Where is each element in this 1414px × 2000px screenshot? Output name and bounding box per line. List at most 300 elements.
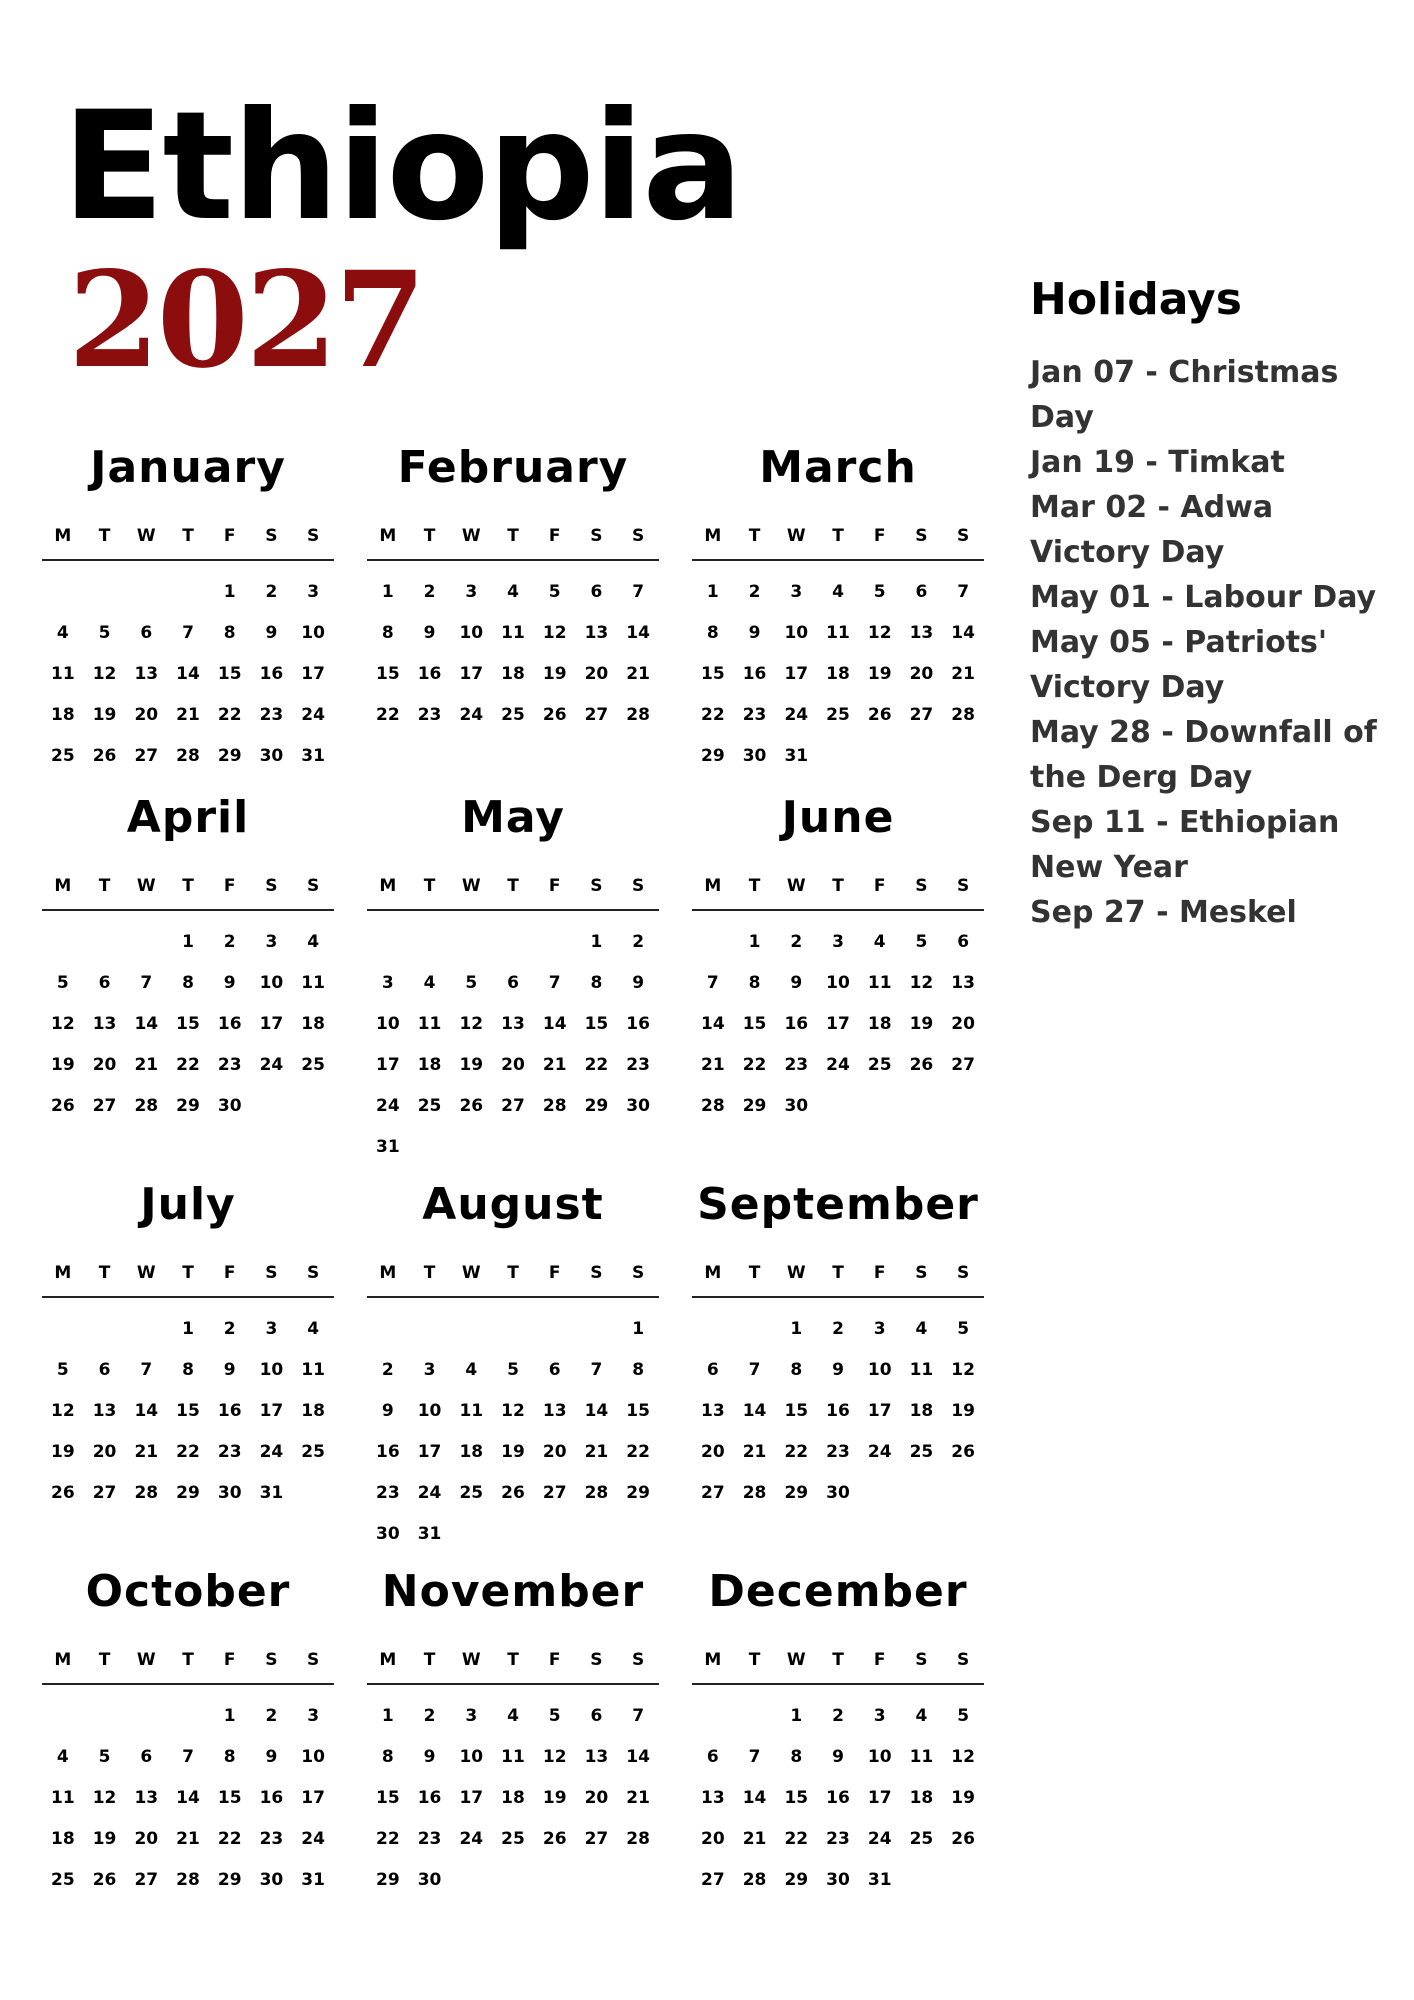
- day-cell: 2: [832, 1319, 844, 1339]
- weekday-label: F: [873, 1263, 886, 1283]
- day-grid: [367, 922, 659, 1168]
- empty-cell: [167, 572, 209, 613]
- weekday-label: S: [957, 1650, 970, 1670]
- weekday-label: T: [182, 1263, 194, 1283]
- day-cell: 17: [301, 664, 325, 684]
- empty-cell: [692, 1309, 734, 1350]
- header-divider: [367, 909, 659, 911]
- day-cell: 25: [301, 1055, 325, 1075]
- empty-cell: [125, 1696, 167, 1737]
- day-cell: 25: [501, 705, 525, 725]
- day-cell: 17: [376, 1055, 400, 1075]
- day-cell: 22: [701, 705, 725, 725]
- day-cell: 19: [501, 1442, 525, 1462]
- day-cell: 10: [301, 623, 325, 643]
- day-cell: 12: [542, 623, 567, 643]
- day-cell: 14: [134, 1014, 159, 1034]
- day-cell: 18: [867, 1014, 892, 1034]
- day-cell: 6: [507, 973, 519, 993]
- weekday-label: W: [461, 1263, 481, 1283]
- day-cell: 3: [873, 1706, 886, 1726]
- day-cell: 12: [92, 1788, 117, 1808]
- day-cell: 10: [826, 973, 850, 993]
- day-cell: 1: [182, 1319, 194, 1339]
- day-cell: 28: [134, 1483, 159, 1503]
- day-cell: 31: [301, 746, 325, 766]
- day-grid: [692, 1696, 984, 1901]
- weekday-label: F: [548, 526, 561, 546]
- day-cell: 8: [182, 973, 194, 993]
- day-grid: [367, 1696, 659, 1901]
- weekday-label: T: [832, 526, 844, 546]
- day-cell: 1: [632, 1319, 645, 1339]
- day-cell: 23: [626, 1055, 650, 1075]
- weekday-label: M: [54, 876, 72, 896]
- day-cell: 9: [832, 1747, 844, 1767]
- weekday-label: F: [873, 526, 886, 546]
- day-cell: 7: [590, 1360, 603, 1380]
- day-cell: 26: [92, 1870, 117, 1890]
- day-cell: 3: [873, 1319, 886, 1339]
- day-cell: 13: [584, 623, 609, 643]
- day-cell: 28: [701, 1096, 725, 1116]
- day-cell: 13: [92, 1014, 117, 1034]
- day-cell: 31: [259, 1483, 284, 1503]
- day-cell: 23: [259, 705, 284, 725]
- day-cell: 30: [259, 746, 284, 766]
- weekday-label: M: [54, 1650, 72, 1670]
- day-cell: 22: [626, 1442, 650, 1462]
- month-name: June: [781, 792, 895, 843]
- day-cell: 23: [417, 705, 442, 725]
- weekday-label: M: [379, 876, 397, 896]
- day-cell: 2: [265, 582, 278, 602]
- day-grid: [42, 1696, 334, 1901]
- day-cell: 16: [626, 1014, 650, 1034]
- weekday-header: [42, 1263, 334, 1283]
- weekday-label: S: [632, 1650, 645, 1670]
- empty-cell: [534, 922, 576, 963]
- day-cell: 16: [259, 1788, 284, 1808]
- day-cell: 5: [548, 582, 561, 602]
- weekday-label: T: [182, 876, 194, 896]
- day-cell: 6: [98, 1360, 111, 1380]
- day-cell: 30: [742, 746, 767, 766]
- day-cell: 2: [832, 1706, 844, 1726]
- day-cell: 27: [92, 1483, 117, 1503]
- day-cell: 26: [51, 1096, 75, 1116]
- day-cell: 6: [706, 1360, 719, 1380]
- day-cell: 26: [501, 1483, 525, 1503]
- day-cell: 19: [459, 1055, 484, 1075]
- month-name: April: [126, 792, 250, 843]
- day-cell: 12: [951, 1360, 975, 1380]
- day-cell: 20: [501, 1055, 525, 1075]
- day-cell: 5: [98, 1747, 111, 1767]
- weekday-label: W: [136, 526, 156, 546]
- weekday-label: S: [265, 1263, 278, 1283]
- weekday-label: M: [379, 1263, 397, 1283]
- day-cell: 31: [417, 1524, 442, 1544]
- day-cell: 6: [140, 623, 153, 643]
- day-cell: 5: [548, 1706, 561, 1726]
- day-cell: 5: [873, 582, 886, 602]
- day-grid: [367, 572, 659, 736]
- day-cell: 27: [134, 746, 159, 766]
- day-cell: 5: [56, 1360, 69, 1380]
- day-cell: 2: [423, 582, 436, 602]
- weekday-label: T: [507, 876, 519, 896]
- day-cell: 27: [542, 1483, 567, 1503]
- day-cell: 13: [542, 1401, 567, 1421]
- weekday-label: T: [98, 1263, 111, 1283]
- day-cell: 13: [501, 1014, 525, 1034]
- day-cell: 9: [423, 1747, 436, 1767]
- day-cell: 1: [590, 932, 603, 952]
- weekday-header: [367, 526, 659, 546]
- day-cell: 19: [92, 705, 117, 725]
- empty-cell: [84, 572, 126, 613]
- day-cell: 30: [376, 1524, 400, 1544]
- day-cell: 21: [742, 1442, 767, 1462]
- holidays-title: Holidays: [1030, 274, 1242, 325]
- day-cell: 8: [182, 1360, 194, 1380]
- day-cell: 23: [826, 1442, 850, 1462]
- day-cell: 3: [465, 1706, 478, 1726]
- weekday-label: T: [832, 876, 844, 896]
- day-cell: 22: [217, 705, 242, 725]
- day-cell: 18: [301, 1014, 325, 1034]
- weekday-label: T: [182, 526, 194, 546]
- header-divider: [367, 559, 659, 561]
- day-cell: 18: [51, 1829, 75, 1849]
- day-cell: 12: [459, 1014, 484, 1034]
- weekday-label: M: [379, 526, 397, 546]
- day-cell: 13: [909, 623, 934, 643]
- weekday-label: F: [873, 1650, 886, 1670]
- day-cell: 6: [915, 582, 928, 602]
- month-name: January: [90, 442, 286, 493]
- day-cell: 13: [951, 973, 975, 993]
- empty-cell: [42, 572, 84, 613]
- day-cell: 15: [784, 1788, 809, 1808]
- weekday-label: F: [548, 1650, 561, 1670]
- day-cell: 25: [417, 1096, 442, 1116]
- day-cell: 3: [307, 582, 320, 602]
- day-cell: 24: [784, 705, 809, 725]
- day-cell: 3: [790, 582, 803, 602]
- month-name: July: [140, 1179, 236, 1230]
- month-name: December: [708, 1566, 968, 1617]
- weekday-label: T: [832, 1650, 844, 1670]
- weekday-label: S: [307, 1263, 320, 1283]
- weekday-label: F: [223, 876, 236, 896]
- weekday-label: T: [748, 526, 761, 546]
- weekday-label: S: [915, 1650, 928, 1670]
- day-cell: 8: [790, 1747, 803, 1767]
- day-cell: 11: [826, 623, 850, 643]
- day-cell: 24: [867, 1829, 892, 1849]
- weekday-label: S: [590, 526, 603, 546]
- day-cell: 14: [542, 1014, 567, 1034]
- day-cell: 20: [134, 705, 159, 725]
- day-cell: 22: [176, 1055, 200, 1075]
- empty-cell: [84, 1696, 126, 1737]
- day-cell: 4: [915, 1706, 928, 1726]
- day-cell: 24: [867, 1442, 892, 1462]
- day-cell: 18: [909, 1401, 934, 1421]
- weekday-label: T: [98, 876, 111, 896]
- day-cell: 4: [56, 623, 69, 643]
- empty-cell: [42, 922, 84, 963]
- day-cell: 2: [223, 932, 236, 952]
- empty-cell: [125, 922, 167, 963]
- weekday-label: T: [423, 876, 436, 896]
- day-cell: 3: [381, 973, 394, 993]
- day-cell: 6: [590, 582, 603, 602]
- weekday-label: S: [590, 1650, 603, 1670]
- day-cell: 13: [134, 1788, 159, 1808]
- day-cell: 29: [176, 1483, 200, 1503]
- day-cell: 30: [626, 1096, 650, 1116]
- weekday-label: T: [748, 876, 761, 896]
- day-cell: 14: [176, 1788, 200, 1808]
- month-name: February: [397, 442, 629, 493]
- day-cell: 20: [701, 1442, 725, 1462]
- day-cell: 30: [784, 1096, 809, 1116]
- weekday-label: S: [265, 876, 278, 896]
- day-cell: 8: [790, 1360, 803, 1380]
- day-cell: 25: [909, 1829, 934, 1849]
- day-cell: 17: [459, 1788, 484, 1808]
- day-cell: 1: [223, 1706, 236, 1726]
- holiday-item: May 05 - Patriots' Victory Day: [1030, 625, 1328, 705]
- empty-cell: [409, 922, 451, 963]
- day-cell: 8: [223, 1747, 236, 1767]
- day-cell: 20: [909, 664, 934, 684]
- day-cell: 15: [701, 664, 725, 684]
- holiday-item: May 01 - Labour Day: [1030, 580, 1377, 615]
- day-cell: 13: [134, 664, 159, 684]
- day-cell: 18: [501, 1788, 525, 1808]
- holiday-item: Jan 07 - Christmas Day: [1030, 355, 1339, 435]
- header-divider: [692, 1683, 984, 1685]
- day-cell: 30: [826, 1483, 850, 1503]
- day-cell: 24: [459, 705, 484, 725]
- day-cell: 19: [542, 1788, 567, 1808]
- day-cell: 27: [909, 705, 934, 725]
- page-title: Ethiopia: [62, 80, 742, 254]
- empty-cell: [409, 1309, 451, 1350]
- weekday-label: W: [136, 1650, 156, 1670]
- day-cell: 24: [826, 1055, 850, 1075]
- day-cell: 4: [507, 582, 519, 602]
- day-cell: 4: [423, 973, 436, 993]
- day-cell: 14: [626, 623, 650, 643]
- weekday-label: T: [832, 1263, 844, 1283]
- day-cell: 6: [140, 1747, 153, 1767]
- day-cell: 18: [501, 664, 525, 684]
- weekday-label: M: [379, 1650, 397, 1670]
- day-cell: 10: [867, 1747, 892, 1767]
- header-divider: [367, 1683, 659, 1685]
- weekday-label: T: [423, 1650, 436, 1670]
- day-cell: 13: [584, 1747, 609, 1767]
- day-cell: 13: [92, 1401, 117, 1421]
- day-cell: 28: [742, 1870, 767, 1890]
- day-cell: 24: [459, 1829, 484, 1849]
- weekday-label: T: [423, 526, 436, 546]
- day-cell: 7: [748, 1360, 761, 1380]
- empty-cell: [167, 1696, 209, 1737]
- day-cell: 10: [376, 1014, 400, 1034]
- day-cell: 8: [632, 1360, 645, 1380]
- day-cell: 7: [140, 1360, 153, 1380]
- month-name: May: [461, 792, 565, 843]
- weekday-label: T: [748, 1650, 761, 1670]
- day-cell: 23: [417, 1829, 442, 1849]
- weekday-label: M: [704, 526, 722, 546]
- day-cell: 11: [909, 1747, 934, 1767]
- day-cell: 25: [909, 1442, 934, 1462]
- day-cell: 21: [626, 1788, 650, 1808]
- day-cell: 10: [459, 623, 484, 643]
- day-cell: 5: [915, 932, 928, 952]
- day-cell: 6: [957, 932, 970, 952]
- day-cell: 1: [381, 582, 394, 602]
- day-cell: 10: [459, 1747, 484, 1767]
- day-cell: 4: [507, 1706, 519, 1726]
- day-cell: 16: [417, 664, 442, 684]
- day-grid: [42, 922, 334, 1127]
- weekday-label: S: [265, 526, 278, 546]
- day-cell: 31: [867, 1870, 892, 1890]
- header-divider: [692, 1296, 984, 1298]
- day-cell: 28: [176, 1870, 200, 1890]
- day-cell: 8: [706, 623, 719, 643]
- day-cell: 18: [51, 705, 75, 725]
- day-cell: 9: [790, 973, 803, 993]
- day-cell: 28: [176, 746, 200, 766]
- day-cell: 8: [748, 973, 761, 993]
- day-cell: 21: [951, 664, 975, 684]
- day-cell: 1: [790, 1319, 803, 1339]
- day-cell: 21: [626, 664, 650, 684]
- day-cell: 8: [381, 623, 394, 643]
- weekday-label: F: [548, 1263, 561, 1283]
- day-cell: 20: [542, 1442, 567, 1462]
- day-cell: 29: [217, 746, 242, 766]
- day-cell: 7: [548, 973, 561, 993]
- day-cell: 17: [867, 1401, 892, 1421]
- day-cell: 22: [784, 1829, 809, 1849]
- day-cell: 25: [301, 1442, 325, 1462]
- weekday-label: W: [461, 1650, 481, 1670]
- day-cell: 22: [376, 1829, 400, 1849]
- day-cell: 22: [217, 1829, 242, 1849]
- weekday-label: S: [915, 876, 928, 896]
- day-cell: 10: [784, 623, 809, 643]
- day-cell: 21: [542, 1055, 567, 1075]
- empty-cell: [42, 1309, 84, 1350]
- day-cell: 7: [632, 1706, 645, 1726]
- day-cell: 17: [784, 664, 809, 684]
- day-cell: 24: [301, 705, 325, 725]
- day-cell: 15: [626, 1401, 650, 1421]
- day-cell: 20: [92, 1442, 117, 1462]
- weekday-header: [42, 1650, 334, 1670]
- weekday-label: M: [704, 876, 722, 896]
- day-cell: 3: [423, 1360, 436, 1380]
- day-cell: 8: [381, 1747, 394, 1767]
- header-divider: [42, 909, 334, 911]
- weekday-label: W: [461, 876, 481, 896]
- weekday-header: [692, 876, 984, 896]
- weekday-header: [692, 1650, 984, 1670]
- day-cell: 30: [259, 1870, 284, 1890]
- header-divider: [692, 559, 984, 561]
- holidays-list: [1030, 350, 1390, 935]
- day-grid: [42, 572, 334, 777]
- day-cell: 29: [584, 1096, 609, 1116]
- header-divider: [42, 559, 334, 561]
- empty-cell: [125, 1309, 167, 1350]
- day-cell: 5: [507, 1360, 519, 1380]
- day-cell: 7: [182, 623, 194, 643]
- header-divider: [42, 1683, 334, 1685]
- day-cell: 19: [542, 664, 567, 684]
- empty-cell: [734, 1696, 776, 1737]
- weekday-label: S: [915, 1263, 928, 1283]
- day-cell: 28: [626, 1829, 650, 1849]
- day-cell: 24: [376, 1096, 400, 1116]
- day-cell: 27: [92, 1096, 117, 1116]
- day-cell: 17: [826, 1014, 850, 1034]
- day-cell: 26: [951, 1829, 975, 1849]
- weekday-label: M: [54, 526, 72, 546]
- day-grid: [692, 1309, 984, 1514]
- day-cell: 25: [51, 1870, 75, 1890]
- day-cell: 15: [584, 1014, 609, 1034]
- day-cell: 20: [92, 1055, 117, 1075]
- day-cell: 24: [301, 1829, 325, 1849]
- day-cell: 5: [465, 973, 478, 993]
- day-cell: 17: [417, 1442, 442, 1462]
- day-cell: 29: [376, 1870, 400, 1890]
- day-cell: 23: [376, 1483, 400, 1503]
- day-cell: 12: [867, 623, 892, 643]
- weekday-label: T: [748, 1263, 761, 1283]
- day-cell: 12: [951, 1747, 975, 1767]
- weekday-label: T: [98, 526, 111, 546]
- weekday-label: S: [307, 876, 320, 896]
- day-cell: 28: [134, 1096, 159, 1116]
- day-cell: 10: [867, 1360, 892, 1380]
- day-cell: 13: [701, 1788, 725, 1808]
- empty-cell: [576, 1309, 618, 1350]
- day-cell: 19: [867, 664, 892, 684]
- day-cell: 10: [259, 973, 284, 993]
- weekday-label: S: [307, 526, 320, 546]
- day-cell: 21: [176, 705, 200, 725]
- day-cell: 18: [909, 1788, 934, 1808]
- weekday-label: F: [223, 1263, 236, 1283]
- day-cell: 9: [381, 1401, 394, 1421]
- day-cell: 28: [542, 1096, 567, 1116]
- weekday-header: [692, 1263, 984, 1283]
- day-cell: 3: [307, 1706, 320, 1726]
- day-cell: 27: [584, 705, 609, 725]
